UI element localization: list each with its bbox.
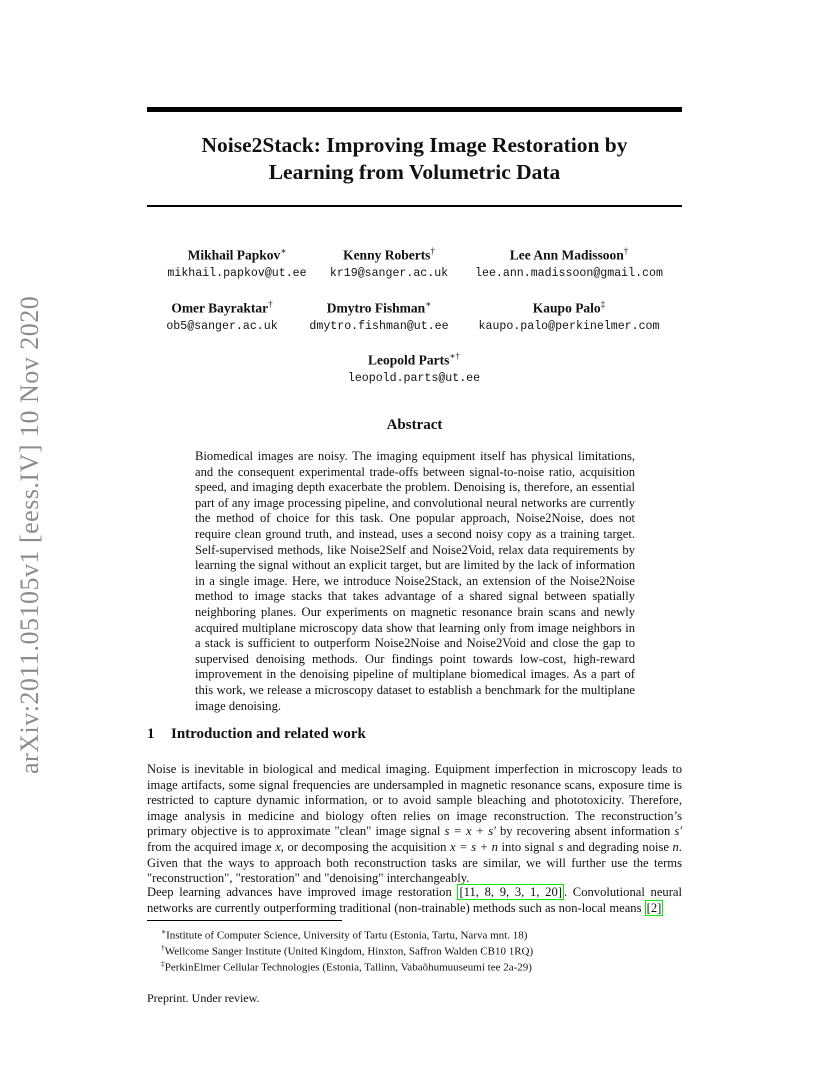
footnote: †Wellcome Sanger Institute (United Kingdom, Hinxton, Saffron Walden CB10 1RQ) [161,943,534,958]
abstract-heading: Abstract [386,417,443,433]
author-email[interactable]: kr19@sanger.ac.uk [329,266,449,280]
title-bottom-rule [147,205,682,207]
author-email[interactable]: leopold.parts@ut.ee [347,371,481,385]
author-name: Kenny Roberts† [343,246,435,263]
author-email[interactable]: ob5@sanger.ac.uk [166,319,278,333]
footnote: ∗Institute of Computer Science, University of Tartu (Estonia, Tartu, Narva mnt. 18) [161,927,528,942]
author-name: Mikhail Papkov∗ [187,246,287,263]
author-email[interactable]: mikhail.papkov@ut.ee [167,266,307,280]
author-name: Dmytro Fishman∗ [326,299,432,316]
title-line-2: Learning from Volumetric Data [268,160,561,184]
author-email[interactable]: dmytro.fishman@ut.ee [309,319,449,333]
title-line-1: Noise2Stack: Improving Image Restoration by [201,133,628,157]
author-email[interactable]: kaupo.palo@perkinelmer.com [478,319,660,333]
author-name: Leopold Parts∗† [367,351,460,368]
section-number: 1 [147,726,155,742]
intro-paragraph-2: Deep learning advances have improved image restoration [11, 8, 9, 3, 1, 20] . Convolutional neural networks are currently outperforming traditional (non-trainable) methods such as non-local means [2] [147,885,683,915]
arxiv-identifier: arXiv:2011.05105v1 [eess.IV] 10 Nov 2020 [15,295,44,774]
footnote: ‡PerkinElmer Cellular Technologies (Estonia, Tallinn, Vabaõhumuuseumi tee 2a-29) [161,959,532,974]
section-title: Introduction and related work [171,726,366,742]
author-block [269,296,489,335]
citation-link[interactable]: [11, 8, 9, 3, 1, 20] [459,885,562,899]
section-heading [147,726,366,743]
author-name: Kaupo Palo‡ [532,299,606,316]
title-top-rule [147,107,682,112]
author-block [459,296,679,335]
author-block [304,348,524,387]
paper-title [147,132,682,186]
author-email[interactable]: lee.ann.madissoon@gmail.com [475,266,663,280]
abstract-text: Biomedical images are noisy. The imaging equipment itself has physical limitations, and the consequent experimental trade-offs between signal-to-noise ratio, acquisition speed, and imaging depth exacerbate the problem. Denoising is, therefore, an essential part of any image processing pipeline, and convolutional neural networks are currently the method of choice for this task. One popular approach, Noise2Noise, does not require clean ground truth, and instead, uses a second noisy copy as a training target. Self-supervised methods, like Noise2Self and Noise2Void, relax data requirements by learning the signal without an explicit target, but are limited by the lack of information in a single image. Here, we introduce Noise2Stack, an extension of the Noise2Noise method to image stacks that takes advantage of a shared signal between spatially neighboring planes. Our experiments on magnetic resonance brain scans and newly acquired multiplane microscopy data show that learning only from image neighbors in a stack is sufficient to outperform Noise2Noise and Noise2Void and close the gap to supervised denoising methods. Our findings point towards low-cost, high-reward improvement in the denoising pipeline of multiplane biomedical images. As a part of this work, we release a microscopy dataset to establish a benchmark for the multiplane image denoising. [195,449,635,713]
intro-paragraph-1: Noise is inevitable in biological and medical imaging. Equipment imperfection in microscopy leads to image artifacts, some signal frequencies are undersampled in magnetic resonance scans, exposure time is restricted to capture dynamic information, or to avoid sample bleaching and phototoxicity. Therefore, image analysis in medicine and biology often relies on image reconstruction. The reconstruction’s primary objective is to approximate "clean" image signal s = x + s′ by recovering absent information s′ from the acquired image x, or decomposing the acquisition x = s + n into signal s and degrading noise n. Given that the ways to approach both reconstruction tasks are similar, we will further use the terms "reconstruction", "restoration" and "denoising" interchangeably. [147,762,682,886]
citation-link[interactable]: [2] [646,900,662,915]
author-block [459,243,679,282]
preprint-note: Preprint. Under review. [147,991,260,1005]
author-name: Omer Bayraktar† [171,299,273,316]
author-name: Lee Ann Madissoon† [509,246,629,263]
footnote-rule [147,920,342,921]
